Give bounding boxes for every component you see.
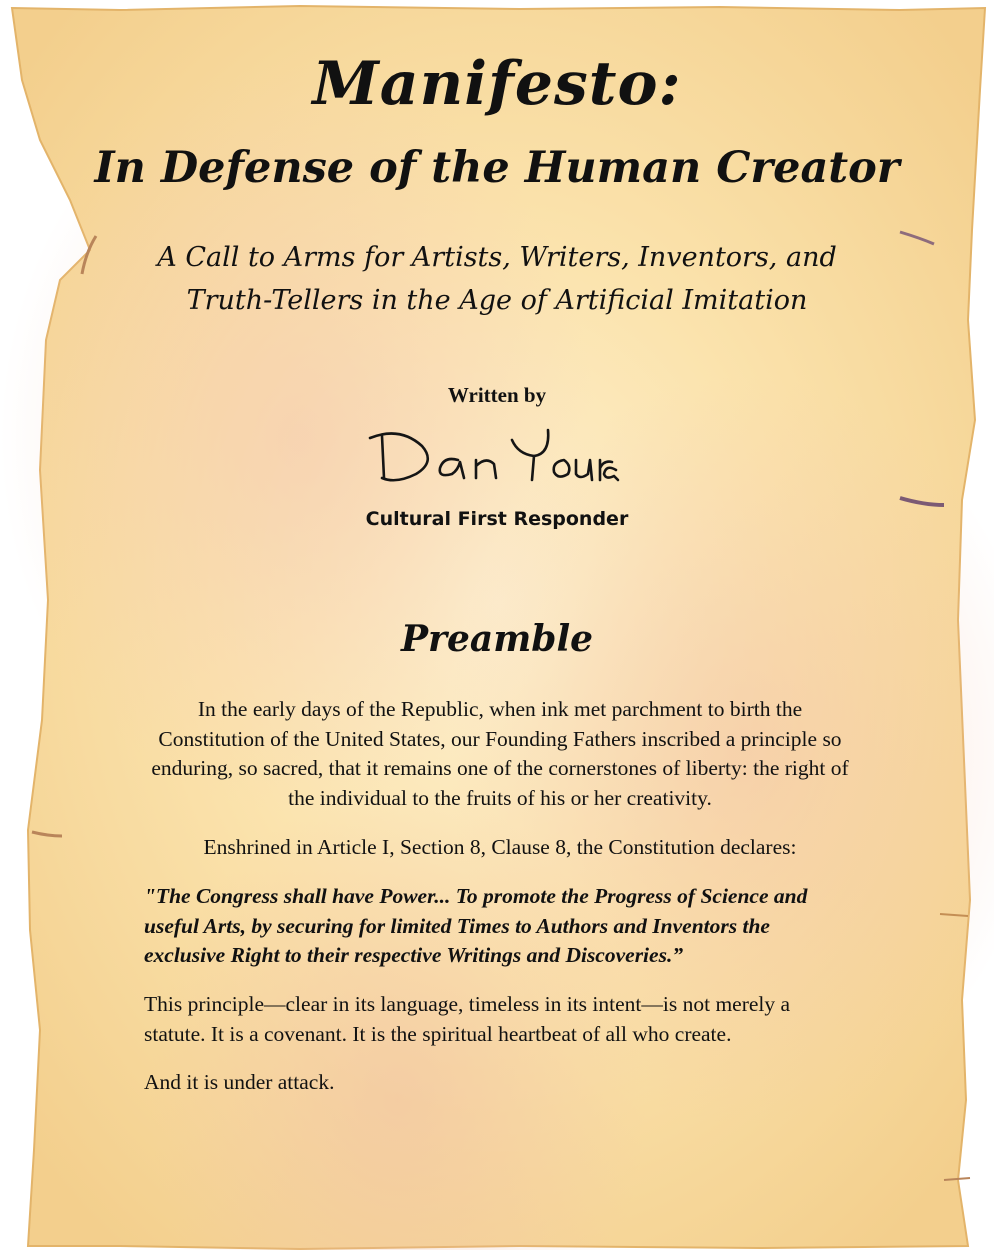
preamble-paragraph: Enshrined in Article I, Section 8, Clause 8, the Constitution declares:: [203, 835, 797, 859]
preamble-paragraph: This principle—clear in its language, timeless in its intent—is not merely a statute. It is a covenant. It is the spiritual heartbeat of all who create.: [144, 992, 791, 1046]
preamble-paragraph: And it is under attack.: [144, 1070, 335, 1094]
constitution-quote: "The Congress shall have Power... To promote the Progress of Science and useful Arts, by securing for limited Times to Authors and Inventors the exclusive Right to their respective Writings and Discoveries.”: [144, 884, 808, 967]
document-tagline: A Call to Arms for Artists, Writers, Inventors, and Truth-Tellers in the Age of Artificial Imitation: [157, 242, 837, 316]
byline-label: Written by: [447, 383, 547, 407]
preamble-paragraph: In the early days of the Republic, when ink met parchment to birth the Constitution of the United States, our Founding Fathers inscribed a principle so enduring, so sacred, that it remains one of the cornerstones of liberty: the right of the individual to the fruits of his or her creativity.: [151, 697, 849, 810]
author-role: Cultural First Responder: [365, 508, 629, 530]
document-title: Manifesto:: [312, 49, 682, 119]
document-subtitle: In Defense of the Human Creator: [94, 143, 900, 193]
preamble-heading: Preamble: [400, 618, 594, 660]
author-signature: [360, 418, 620, 490]
